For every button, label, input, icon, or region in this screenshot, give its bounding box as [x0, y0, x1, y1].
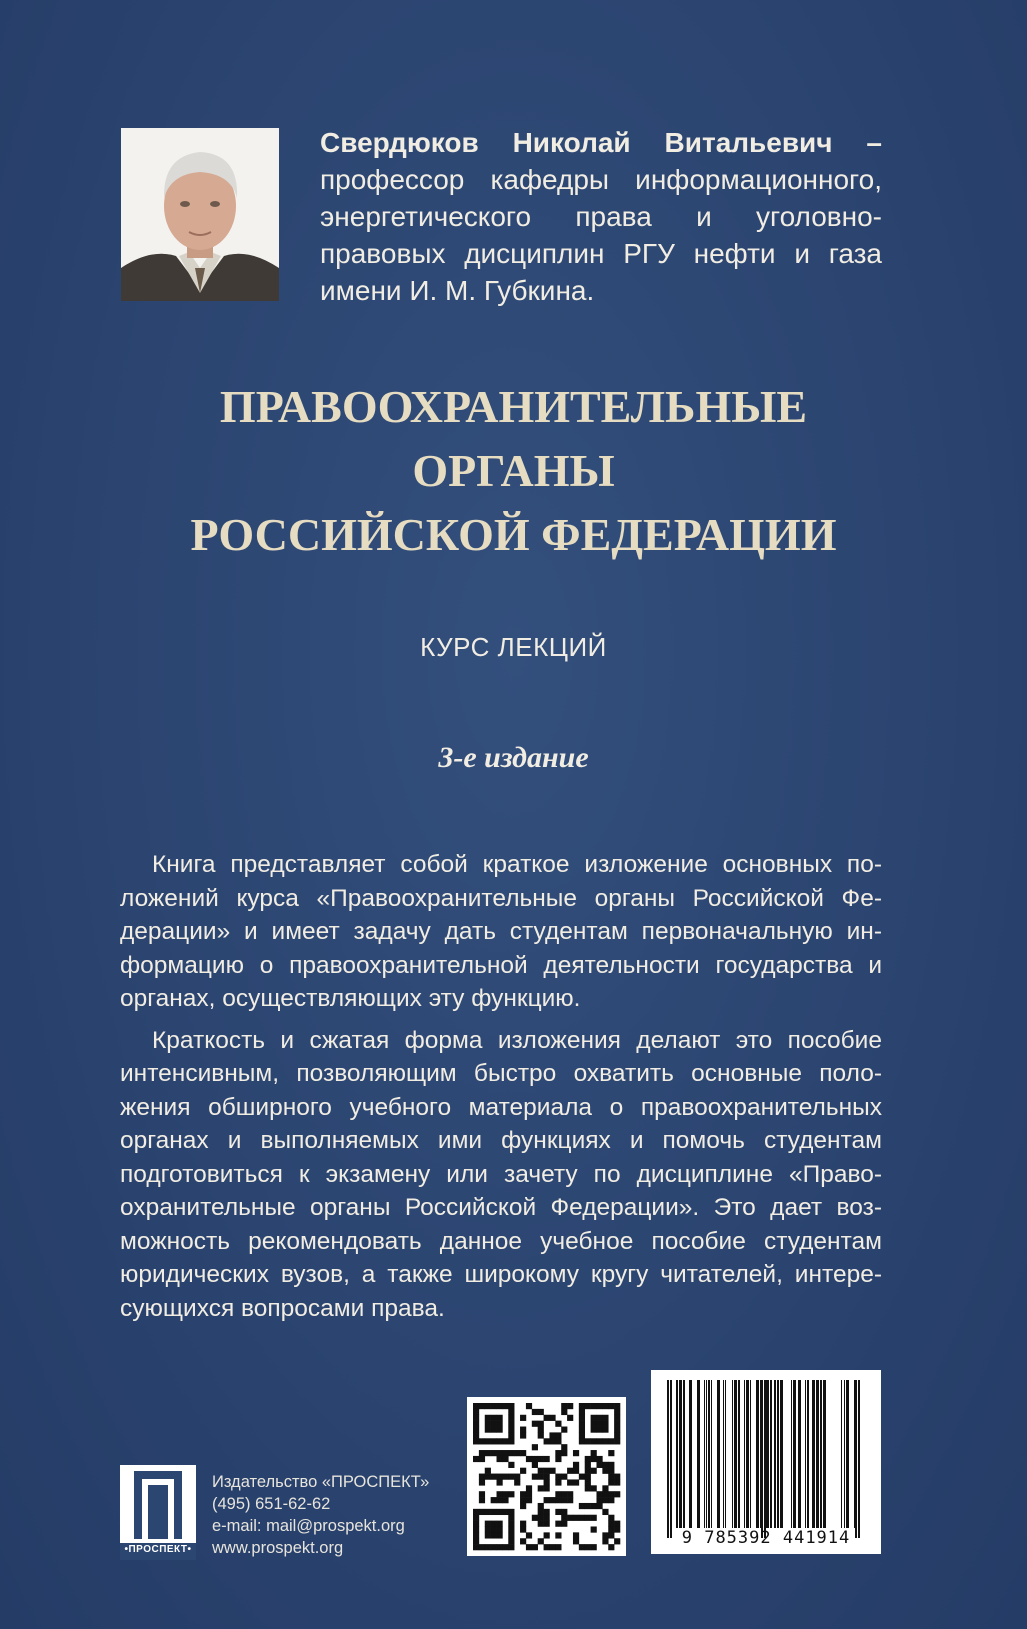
- qr-code-icon: [467, 1397, 626, 1556]
- author-bio: [320, 124, 882, 309]
- logo-label: •ПРОСПЕКТ•: [124, 1544, 192, 1555]
- publisher-email: e-mail: mail@prospekt.org: [212, 1517, 405, 1535]
- publisher-phone: (495) 651-62-62: [212, 1495, 331, 1513]
- description-paragraph-1: Книга представляет собой краткое изложение основных положений курса «Правоохранительные органы Российской Федерации» и имеет задачу дать студентам первоначальную информацию о правоохранительной деятельности государства и органах, осуществляющих эту функцию.: [120, 851, 882, 1012]
- author-name: Свердюков Николай Витальевич: [320, 127, 833, 158]
- author-bio-text: профессор кафедры информационного, энергетического права и уголовно-правовых дисциплин РГУ нефти и газа имени И. М. Губкина.: [320, 164, 882, 306]
- publisher-info: [212, 1471, 452, 1559]
- book-title: [0, 375, 1027, 567]
- book-subtitle: КУРС ЛЕКЦИЙ: [420, 632, 607, 662]
- edition-label: 3-е издание: [438, 741, 589, 774]
- description-paragraph-2: Краткость и сжатая форма изложения делают это пособие интенсивным, позволяющим быстро охватить основные положения обширного учебного материала о правоохранительных органах и выполняемых ими функциях и помочь студентам подготовиться к экзамену или зачету по дисциплине «Правоохранительные органы Российской Федерации». Это дает возможность рекомендовать данное учебное пособие студентам юридических вузов, а также широкому кругу читателей, интересующихся вопросами права.: [120, 1026, 882, 1322]
- book-description: [120, 848, 882, 1325]
- author-portrait-icon: [121, 128, 279, 301]
- title-line-3: РОССИЙСКОЙ ФЕДЕРАЦИИ: [190, 509, 837, 560]
- publisher-name: Издательство «ПРОСПЕКТ»: [212, 1473, 430, 1491]
- author-dash: –: [832, 127, 883, 158]
- publisher-website: www.prospekt.org: [212, 1539, 344, 1557]
- isbn-number: 9 785392 441914: [681, 1528, 851, 1548]
- author-photo: [121, 128, 279, 301]
- barcode-icon: [651, 1370, 881, 1554]
- title-line-2: ОРГАНЫ: [412, 445, 615, 496]
- title-line-1: ПРАВООХРАНИТЕЛЬНЫЕ: [219, 381, 808, 432]
